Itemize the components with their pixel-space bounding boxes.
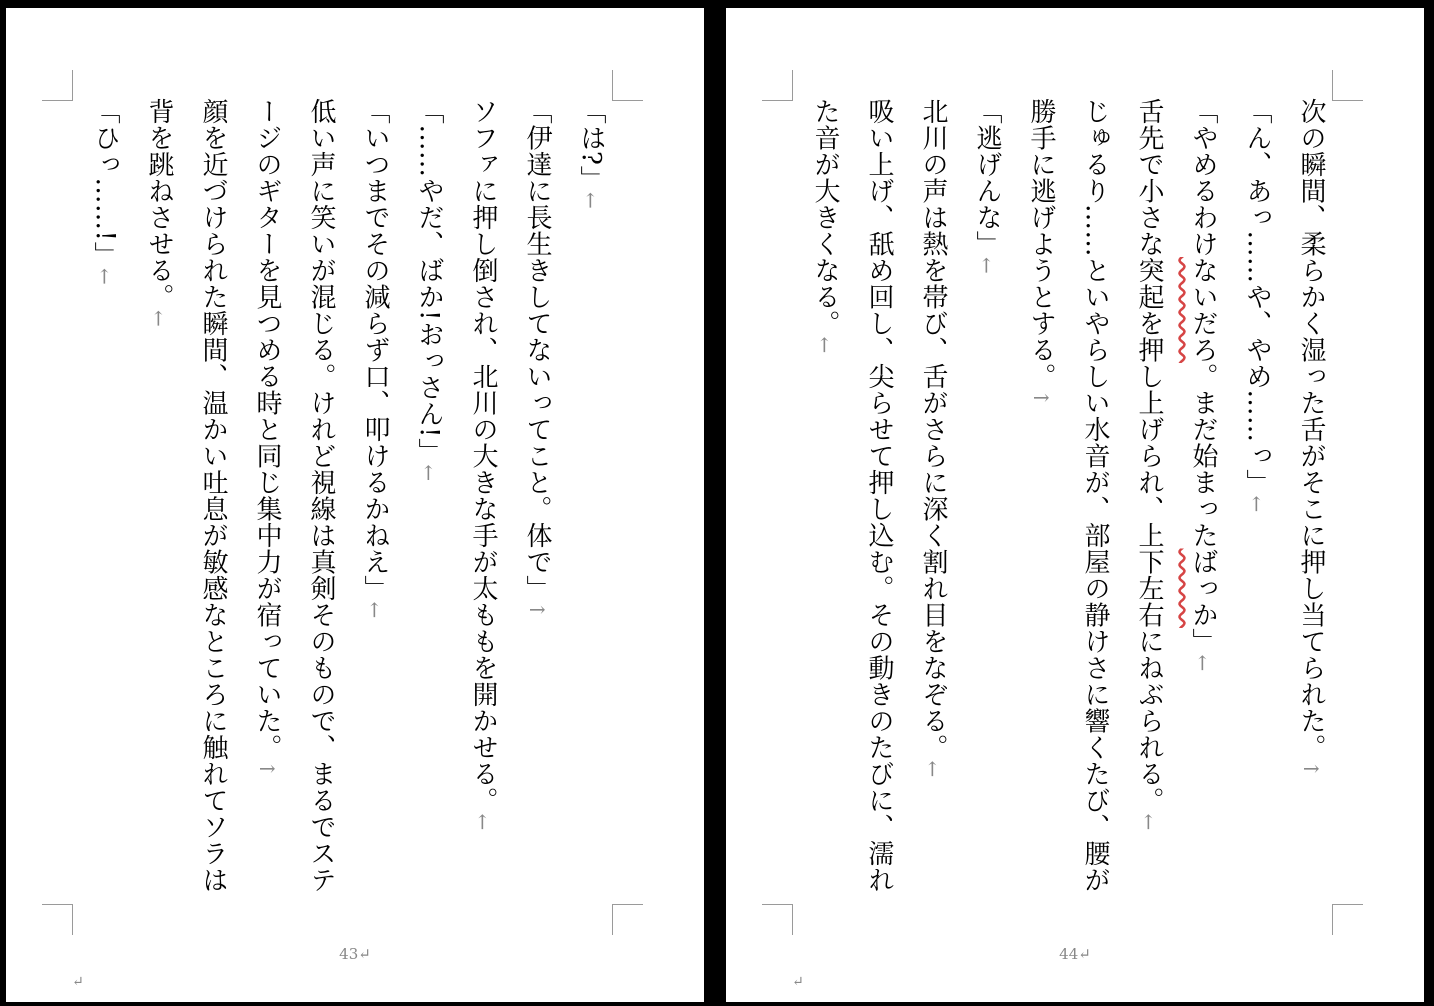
paragraph: 舌先で小さな突起を押し上げられ、上下左右にねぶられる。← bbox=[1134, 98, 1164, 831]
document-page-44 bbox=[726, 8, 1424, 1002]
paragraph: 北川の声は熱を帯び、舌がさらに深く割れ目をなぞる。← bbox=[918, 98, 948, 778]
line-break-mark-icon: ↑ bbox=[1299, 760, 1323, 778]
crop-mark-bottom-left bbox=[762, 904, 793, 935]
end-paragraph-mark-icon: ↵ bbox=[72, 974, 84, 990]
paragraph-mark-icon: ← bbox=[93, 267, 117, 286]
paragraph-mark-icon: ← bbox=[147, 310, 171, 328]
paragraph: じゅるり……といやらしい水音が、部屋の静けさに響くたび、腰が勝手に逃げようとする。↑ bbox=[1026, 98, 1110, 893]
crop-mark-bottom-right bbox=[612, 904, 643, 935]
paragraph-mark-icon: ← bbox=[363, 601, 387, 619]
paragraph: 低い声に笑いが混じる。けれど視線は真剣そのもので、まるでステージのギターを見つめる時と同じ集中力が宿っていた。↑ bbox=[252, 98, 336, 893]
page-number: 44↵ bbox=[1059, 945, 1091, 963]
vertical-text-body[interactable] bbox=[78, 98, 618, 908]
paragraph-mark-icon: ← bbox=[1191, 654, 1215, 672]
paragraph: 「逃げんな」← bbox=[972, 98, 1002, 275]
paragraph-mark-icon: ← bbox=[975, 257, 999, 275]
crop-mark-top-right bbox=[1332, 70, 1363, 101]
paragraph: ソファに押し倒され、北川の大きな手が太ももを開かせる。← bbox=[468, 98, 498, 831]
paragraph-mark-icon: ← bbox=[579, 191, 603, 210]
paragraph: 「伊達に長生きしてないってこと。体で」↑ bbox=[522, 98, 552, 619]
paragraph: 「……やだ、ばか!おっさん!」← bbox=[414, 98, 444, 482]
paragraph-mark-icon: ← bbox=[921, 760, 945, 778]
line-break-mark-icon: ↑ bbox=[1029, 389, 1053, 407]
paragraph: 「やめるわけないだろ。まだ始まったばっか」← bbox=[1188, 98, 1218, 672]
crop-mark-top-left bbox=[42, 70, 73, 101]
paragraph-mark-icon: ↵ bbox=[358, 945, 371, 963]
crop-mark-bottom-left bbox=[42, 904, 73, 935]
paragraph: 「ん、あっ……や、やめ……っ」← bbox=[1242, 98, 1272, 513]
crop-mark-top-right bbox=[612, 70, 643, 101]
paragraph: 吸い上げ、舐め回し、尖らせて押し込む。その動きのたびに、濡れた音が大きくなる。← bbox=[810, 98, 894, 893]
paragraph-mark-icon: ← bbox=[471, 813, 495, 831]
paragraph: 「いつまでその減らず口、叩けるかねえ」← bbox=[360, 98, 390, 619]
line-break-mark-icon: ↑ bbox=[255, 760, 279, 778]
vertical-text-body[interactable] bbox=[798, 98, 1338, 908]
page-number: 43↵ bbox=[339, 945, 371, 963]
spelling-error-underline[interactable]: ばっか bbox=[1188, 548, 1218, 628]
paragraph: 「は?」← bbox=[576, 98, 606, 210]
paragraph-mark-icon: ← bbox=[813, 336, 837, 354]
spelling-error-underline[interactable]: ないだろ bbox=[1188, 257, 1218, 363]
paragraph: 「ひっ……!」← bbox=[90, 98, 120, 286]
end-paragraph-mark-icon: ↵ bbox=[792, 974, 804, 990]
paragraph-mark-icon: ← bbox=[1245, 495, 1269, 513]
paragraph: 次の瞬間、柔らかく湿った舌がそこに押し当てられた。↑ bbox=[1296, 98, 1326, 778]
paragraph-mark-icon: ← bbox=[1137, 813, 1161, 831]
paragraph-mark-icon: ↵ bbox=[1078, 945, 1091, 963]
line-break-mark-icon: ↑ bbox=[525, 601, 549, 619]
paragraph-mark-icon: ← bbox=[417, 464, 441, 482]
crop-mark-top-left bbox=[762, 70, 793, 101]
paragraph: 顔を近づけられた瞬間、温かい吐息が敏感なところに触れてソラは背を跳ねさせる。← bbox=[144, 98, 228, 893]
document-page-43 bbox=[6, 8, 704, 1002]
crop-mark-bottom-right bbox=[1332, 904, 1363, 935]
